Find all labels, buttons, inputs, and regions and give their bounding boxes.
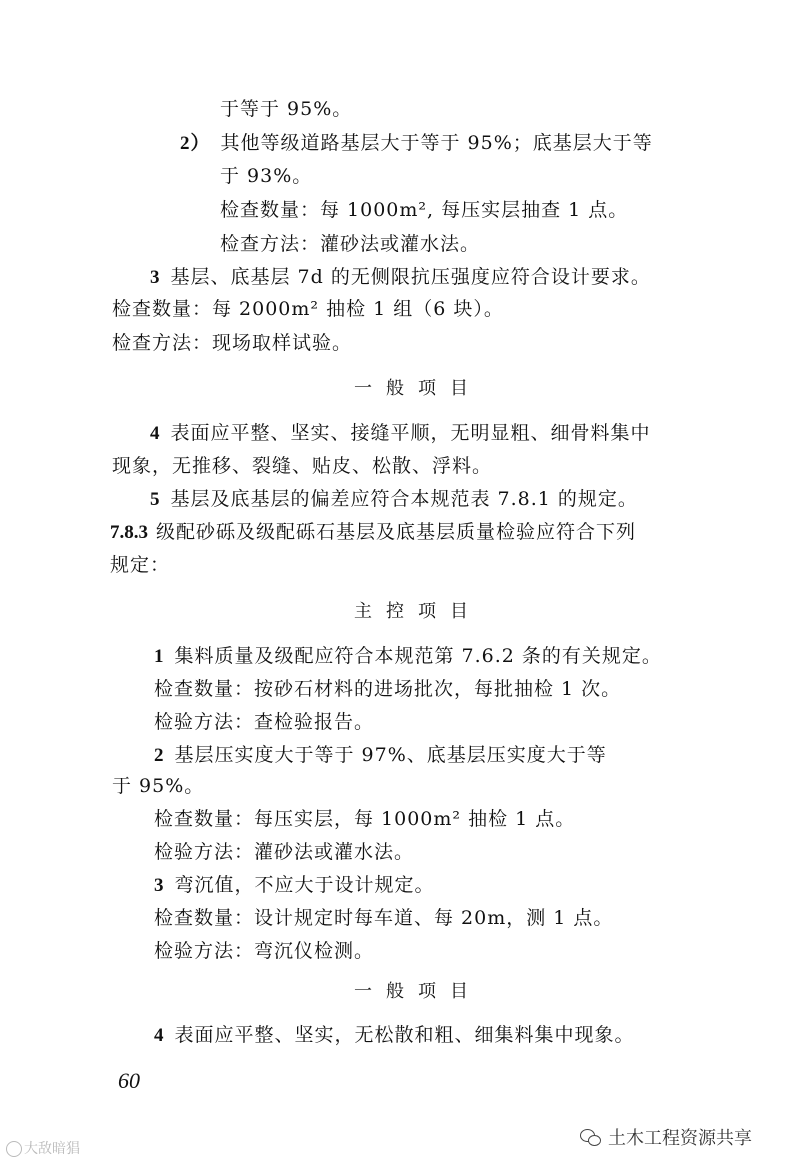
text-line: 检查数量：每压实层，每 1000m² 抽检 1 点。 [154, 808, 576, 830]
list-item: 3 弯沉值，不应大于设计规定。 [154, 874, 435, 896]
text-line: 现象，无推移、裂缝、贴皮、松散、浮料。 [112, 455, 493, 477]
text-line: 检查数量：每 1000m², 每压实层抽查 1 点。 [220, 199, 629, 221]
text-line: 于 95%。 [112, 775, 205, 797]
watermark-right: 土木工程资源共享 [580, 1124, 752, 1150]
text-line: 检验方法：弯沉仪检测。 [154, 940, 375, 962]
text-line: 检查数量：按砂石材料的进场批次，每批抽检 1 次。 [154, 678, 622, 700]
watermark-left: 大敌暗猖 [6, 1138, 80, 1158]
text-line: 于 93%。 [220, 165, 313, 187]
wechat-icon [580, 1128, 602, 1146]
clause-item: 7.8.3 级配砂砾及级配砾石基层及底基层质量检验应符合下列 [110, 521, 637, 543]
text-line: 检验方法：查检验报告。 [154, 711, 375, 733]
list-item: 4 表面应平整、坚实，无松散和粗、细集料集中现象。 [154, 1024, 635, 1046]
list-item: 2 基层压实度大于等于 97%、底基层压实度大于等 [154, 744, 607, 766]
list-item: 3 基层、底基层 7d 的无侧限抗压强度应符合设计要求。 [150, 266, 651, 288]
text-line: 于等于 95%。 [220, 98, 353, 120]
text-line: 检查数量：设计规定时每车道、每 20m，测 1 点。 [154, 907, 614, 929]
list-item: 5 基层及底基层的偏差应符合本规范表 7.8.1 的规定。 [150, 488, 638, 510]
section-heading: 一般项目 [354, 378, 482, 399]
page-number: 60 [118, 1068, 140, 1093]
circle-c-logo-icon [6, 1141, 22, 1157]
list-item: 2） 其他等级道路基层大于等于 95%；底基层大于等 [180, 132, 653, 154]
list-item: 4 表面应平整、坚实、接缝平顺，无明显粗、细骨料集中 [150, 422, 651, 444]
text-line: 检验方法：灌砂法或灌水法。 [154, 841, 415, 863]
text-line: 检查方法：灌砂法或灌水法。 [220, 233, 481, 255]
list-item: 1 集料质量及级配应符合本规范第 7.6.2 条的有关规定。 [154, 645, 662, 667]
section-heading: 主控项目 [354, 601, 482, 622]
text-line: 检查方法：现场取样试验。 [112, 332, 353, 354]
text-line: 规定： [110, 554, 171, 576]
text-line: 检查数量：每 2000m² 抽检 1 组（6 块）。 [112, 298, 504, 320]
section-heading: 一般项目 [354, 981, 482, 1002]
